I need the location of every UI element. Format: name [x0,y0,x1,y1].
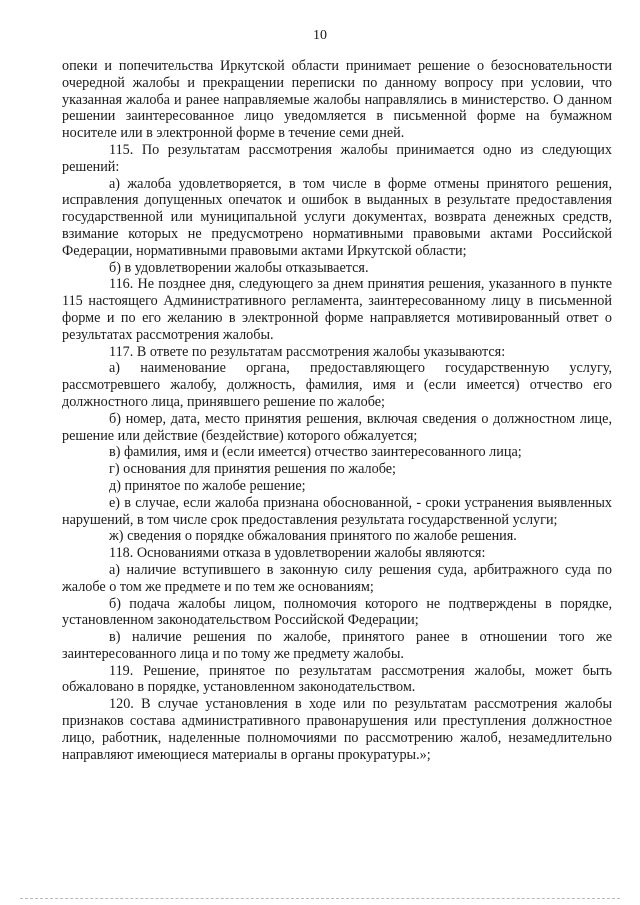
paragraph-115-b: б) в удовлетворении жалобы отказывается. [109,259,369,276]
paragraph-117-d: д) принятое по жалобе решение; [109,477,306,494]
paragraph-118-v: в) наличие решения по жалобе, принятого ранее в отношении того же заинтересованного лица и по тому же предмету жалобы. [62,629,612,662]
paragraph-118-a: а) наличие вступившего в законную силу решения суда, арбитражного суда по жалобе о том же предмете и по тем же основаниям; [62,561,612,595]
scan-bottom-edge [20,898,620,899]
paragraph-116: 116. Не позднее дня, следующего за днем принятия решения, указанного в пункте 115 настоящего Административного регламента, заинтересованному лицу в письменной форме и по его желанию в электронной форме направляется мотивированный ответ о результатах рассмотрения жалобы. [62,276,612,343]
page-number: 10 [313,28,327,43]
paragraph-119: 119. Решение, принятое по результатам рассмотрения жалобы, может быть обжаловано в порядке, установленном законодательством. [62,662,612,696]
paragraph-117-g: г) основания для принятия решения по жалобе; [109,461,396,478]
paragraph-117-a: а) наименование органа, предоставляющего государственную услугу, рассмотревшего жалобу, должность, фамилия, имя и (если имеется) отчество его должностного лица, принявшего решение по жалобе; [62,360,612,410]
paragraph-117-b: б) номер, дата, место принятия решения, включая сведения о должностном лице, решение или действие (бездействие) которого обжалуется; [62,410,612,444]
paragraph-117-zh: ж) сведения о порядке обжалования принятого по жалобе решения. [109,528,517,545]
paragraph-continuation: опеки и попечительства Иркутской области принимает решение о безосновательности очередной жалобы и прекращении переписки по данному вопросу при условии, что указанная жалоба и ранее направляемые жалобы направлялись в министерство. О данном решении заинтересованное лицо уведомляется в письменной форме на бумажном носителе или в электронной форме в течение семи дней. [62,58,612,142]
document-body [62,58,612,763]
paragraph-118: 118. Основаниями отказа в удовлетворении жалобы являются: [109,545,486,562]
paragraph-117-v: в) фамилия, имя и (если имеется) отчество заинтересованного лица; [109,444,522,461]
paragraph-118-b: б) подача жалобы лицом, полномочия которого не подтверждены в порядке, установленном законодательством Российской Федерации; [62,595,612,629]
paragraph-115: 115. По результатам рассмотрения жалобы принимается одно из следующих решений: [62,141,612,175]
paragraph-115-a: а) жалоба удовлетворяется, в том числе в форме отмены принятого решения, исправления допущенных опечаток и ошибок в выданных в результате предоставления государственной или муниципальной услуги документах, возврата денежных средств, взимание которых не предусмотрено нормативными правовыми актами Российской Федерации, нормативными правовыми актами Иркутской области; [62,175,612,259]
paragraph-120: 120. В случае установления в ходе или по результатам рассмотрения жалобы признаков состава административного правонарушения или преступления должностное лицо, работник, наделенные полномочиями по рассмотрению жалоб, незамедлительно направляют имеющиеся материалы в органы прокуратуры.»; [62,696,612,763]
paragraph-117-e: е) в случае, если жалоба признана обоснованной, - сроки устранения выявленных нарушений, в том числе срок предоставления результата государственной услуги; [62,494,612,528]
paragraph-117: 117. В ответе по результатам рассмотрения жалобы указываются: [109,343,506,360]
